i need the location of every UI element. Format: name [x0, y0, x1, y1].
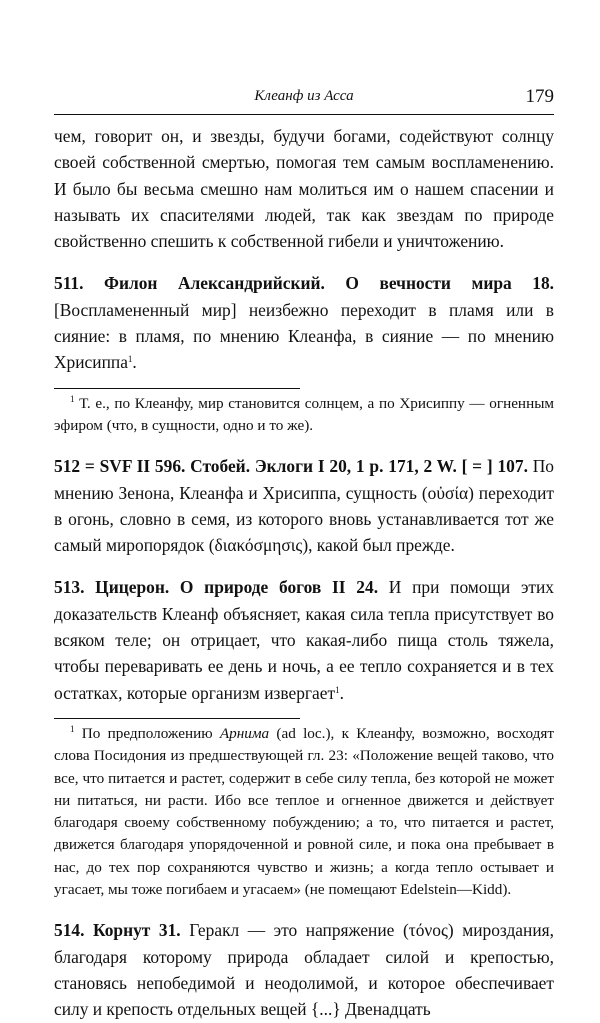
footnote-511-text: Т. е., по Клеанфу, мир становится солнцем, а по Хрисиппу — огненным эфиром (что, в сущности, одно и то же). [54, 394, 555, 434]
book-page [54, 86, 554, 1023]
footnote-513-text-before: По предположению [81, 724, 213, 742]
footnote-513-author: Арнима [219, 724, 270, 742]
fragment-512 [54, 453, 554, 558]
fragment-514-body: Геракл — это напряжение (τόνος) мироздания, благодаря которому природа обладает силой и крепостью, становясь непобедимой и неодолимой, и которое обеспечивает силу и крепость отдельных вещей {...} Двенадцать [54, 920, 554, 1020]
sentence-end: . [339, 682, 344, 703]
fragment-511-heading: 511. Филон Александрийский. О вечности мира 18. [54, 273, 554, 294]
fragment-512-heading: 512 = SVF II 596. Стобей. Эклоги I 20, 1 p. 171, 2 W. [ = ] 107. [54, 456, 528, 477]
fragment-511-text [54, 270, 554, 375]
footnote-513-text-after: (ad loc.), к Клеанфу, возможно, восходят слова Посидония из предшествующей гл. 23: «Положение вещей таково, что все, что питается и растет, содержит в себе силу тепла, без которой не может ни питаться, ни расти. Ибо все теплое и огненное движется и действует благодаря своему собственному побуждению; а то, что питается и растет, движется благодаря упорядоченной и ровной силе, и пока она пребывает в нас, до тех пор сохраняются чувство и жизнь; а когда тепло остывает и угасает, мы тоже погибаем и угасаем» (не помещают Edelstein—Kidd). [54, 724, 554, 899]
footnote-divider [54, 718, 300, 719]
fragment-514 [54, 917, 554, 1022]
fragment-513 [54, 574, 554, 901]
footnote-mark: 1 [70, 723, 75, 734]
fragment-514-text [54, 917, 554, 1022]
footnote-divider [54, 388, 300, 389]
fragment-512-body: По мнению Зенона, Клеанфа и Хрисиппа, сущность (οὐσία) переходит в огонь, словно в семя, из которого вновь устанавливается тот же самый миропорядок (διακόσμησις), какой был прежде. [54, 456, 554, 556]
running-header [54, 86, 554, 112]
fragment-513-body: И при помощи этих доказательств Клеанф объясняет, какая сила тепла присутствует во всяком теле; он отрицает, что какая-либо пища столь тяжела, чтобы переваривать ее день и ночь, а ее тепло сохраняется и в тех остатках, которые организм извергает [54, 577, 555, 703]
sentence-end: . [132, 352, 137, 373]
intro-paragraph: чем, говорит он, и звезды, будучи богами, содействуют солнцу своей собственной смертью, помогая тем самым воспламенению. И было бы весьма смешно нам молиться им о нашем спасении и называть их спасителями людей, так как звездам по природе свойственно спешить к собственной гибели и уничтожению. [54, 126, 554, 252]
page-number: 179 [525, 86, 554, 107]
footnote-ref: 1 [335, 684, 340, 695]
running-title: Клеанф из Асса [254, 88, 354, 104]
fragment-512-text [54, 453, 554, 558]
footnote-mark: 1 [70, 393, 75, 404]
header-rule [54, 114, 554, 115]
footnote-511 [54, 393, 554, 438]
fragment-511 [54, 270, 554, 437]
fragment-513-text [54, 574, 554, 705]
fragment-513-heading: 513. Цицерон. О природе богов II 24. [54, 577, 379, 598]
footnote-513 [54, 723, 554, 901]
fragment-511-body: [Воспламененный мир] неизбежно переходит в пламя или в сияние: в пламя, по мнению Клеанфа, в сияние — по мнению Хрисиппа [54, 299, 554, 373]
footnote-ref: 1 [127, 354, 133, 365]
fragment-514-heading: 514. Корнут 31. [54, 920, 181, 941]
